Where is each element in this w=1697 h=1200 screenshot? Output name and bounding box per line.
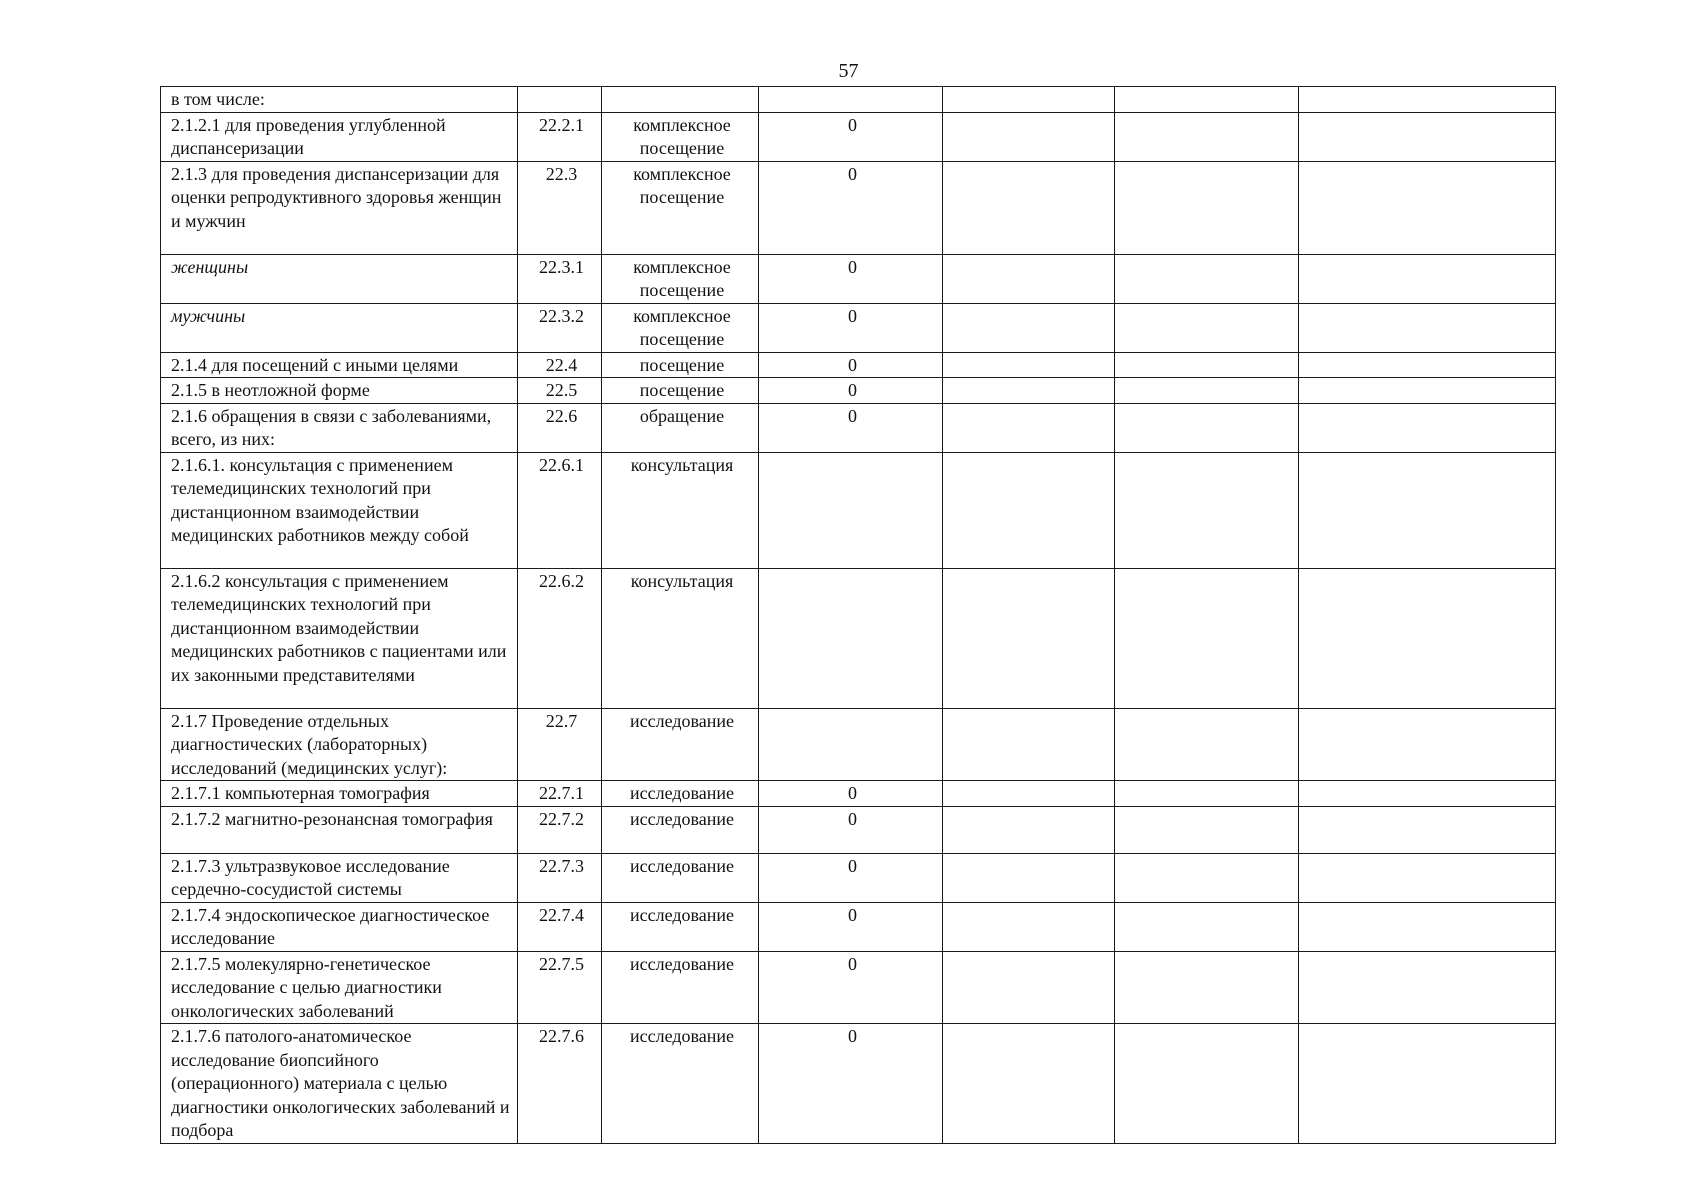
row-code-cell: 22.3.1 xyxy=(518,254,602,303)
row-name-cell: 2.1.3 для проведения диспансеризации для оценки репродуктивного здоровья женщин и мужчин xyxy=(161,161,518,254)
row-value-cell: 0 xyxy=(759,853,943,902)
empty-cell xyxy=(943,853,1115,902)
table-row xyxy=(161,568,1556,708)
empty-cell xyxy=(1299,161,1556,254)
empty-cell xyxy=(943,303,1115,352)
row-unit-cell: исследование xyxy=(602,781,759,807)
row-unit-cell: исследование xyxy=(602,951,759,1024)
row-code-cell: 22.7.4 xyxy=(518,902,602,951)
row-name-cell: 2.1.7.6 патолого-анатомическое исследование биопсийного (операционного) материала с целью диагностики онкологических заболеваний и подбора xyxy=(161,1024,518,1144)
empty-cell xyxy=(1115,303,1299,352)
row-unit-cell: консультация xyxy=(602,452,759,568)
row-unit-cell: исследование xyxy=(602,902,759,951)
row-value-cell: 0 xyxy=(759,403,943,452)
table-row xyxy=(161,452,1556,568)
empty-cell xyxy=(943,902,1115,951)
row-name-cell: женщины xyxy=(161,254,518,303)
row-unit-cell: посещение xyxy=(602,352,759,378)
empty-cell xyxy=(1115,708,1299,781)
row-code-cell: 22.7.1 xyxy=(518,781,602,807)
table-body xyxy=(161,87,1556,1144)
empty-cell xyxy=(943,806,1115,853)
row-value-cell: 0 xyxy=(759,161,943,254)
table-row xyxy=(161,708,1556,781)
row-name-cell: 2.1.4 для посещений с иными целями xyxy=(161,352,518,378)
empty-cell xyxy=(1115,87,1299,113)
row-code-cell: 22.4 xyxy=(518,352,602,378)
row-unit-cell: исследование xyxy=(602,1024,759,1144)
row-code-cell: 22.6.1 xyxy=(518,452,602,568)
empty-cell xyxy=(1299,303,1556,352)
empty-cell xyxy=(943,87,1115,113)
table-row xyxy=(161,254,1556,303)
row-value-cell: 0 xyxy=(759,781,943,807)
empty-cell xyxy=(1299,452,1556,568)
table-row xyxy=(161,303,1556,352)
empty-cell xyxy=(1299,254,1556,303)
row-value-cell: 0 xyxy=(759,902,943,951)
row-name-cell: 2.1.7.3 ультразвуковое исследование сердечно-сосудистой системы xyxy=(161,853,518,902)
empty-cell xyxy=(1299,853,1556,902)
table-row xyxy=(161,853,1556,902)
empty-cell xyxy=(1115,352,1299,378)
data-table xyxy=(160,86,1556,1144)
empty-cell xyxy=(943,1024,1115,1144)
empty-cell xyxy=(1115,378,1299,404)
row-value-cell xyxy=(759,452,943,568)
row-value-cell: 0 xyxy=(759,806,943,853)
empty-cell xyxy=(1115,853,1299,902)
empty-cell xyxy=(943,161,1115,254)
empty-cell xyxy=(1299,806,1556,853)
empty-cell xyxy=(943,951,1115,1024)
row-value-cell: 0 xyxy=(759,378,943,404)
empty-cell xyxy=(1299,568,1556,708)
row-code-cell: 22.2.1 xyxy=(518,112,602,161)
table-row xyxy=(161,112,1556,161)
empty-cell xyxy=(1299,87,1556,113)
empty-cell xyxy=(943,403,1115,452)
empty-cell xyxy=(1115,403,1299,452)
empty-cell xyxy=(943,708,1115,781)
table-row xyxy=(161,806,1556,853)
table-row xyxy=(161,902,1556,951)
empty-cell xyxy=(1115,902,1299,951)
row-name-cell: в том числе: xyxy=(161,87,518,113)
empty-cell xyxy=(943,254,1115,303)
row-unit-cell: комплексное посещение xyxy=(602,161,759,254)
row-name-cell: мужчины xyxy=(161,303,518,352)
row-unit-cell: исследование xyxy=(602,806,759,853)
row-code-cell: 22.3 xyxy=(518,161,602,254)
row-name-cell: 2.1.6 обращения в связи с заболеваниями, всего, из них: xyxy=(161,403,518,452)
empty-cell xyxy=(1115,806,1299,853)
empty-cell xyxy=(943,112,1115,161)
row-name-cell: 2.1.7.2 магнитно-резонансная томография xyxy=(161,806,518,853)
row-code-cell: 22.6 xyxy=(518,403,602,452)
table-row xyxy=(161,781,1556,807)
row-code-cell xyxy=(518,87,602,113)
row-unit-cell xyxy=(602,87,759,113)
row-name-cell: 2.1.6.1. консультация с применением телемедицинских технологий при дистанционном взаимодействии медицинских работников между собой xyxy=(161,452,518,568)
empty-cell xyxy=(1115,452,1299,568)
empty-cell xyxy=(1115,568,1299,708)
table-row xyxy=(161,403,1556,452)
table-row xyxy=(161,1024,1556,1144)
row-value-cell: 0 xyxy=(759,112,943,161)
row-name-cell: 2.1.7.1 компьютерная томография xyxy=(161,781,518,807)
table-row xyxy=(161,161,1556,254)
table-row xyxy=(161,87,1556,113)
row-value-cell xyxy=(759,87,943,113)
empty-cell xyxy=(1299,1024,1556,1144)
empty-cell xyxy=(1299,951,1556,1024)
row-code-cell: 22.7.5 xyxy=(518,951,602,1024)
empty-cell xyxy=(1115,1024,1299,1144)
table-row xyxy=(161,352,1556,378)
row-name-cell: 2.1.5 в неотложной форме xyxy=(161,378,518,404)
empty-cell xyxy=(1299,902,1556,951)
empty-cell xyxy=(1299,112,1556,161)
row-code-cell: 22.3.2 xyxy=(518,303,602,352)
row-code-cell: 22.7.6 xyxy=(518,1024,602,1144)
row-name-cell: 2.1.7.4 эндоскопическое диагностическое исследование xyxy=(161,902,518,951)
row-unit-cell: посещение xyxy=(602,378,759,404)
empty-cell xyxy=(1299,781,1556,807)
row-value-cell xyxy=(759,708,943,781)
row-name-cell: 2.1.7.5 молекулярно-генетическое исследование с целью диагностики онкологических заболеваний xyxy=(161,951,518,1024)
empty-cell xyxy=(1299,403,1556,452)
empty-cell xyxy=(943,568,1115,708)
empty-cell xyxy=(943,781,1115,807)
row-unit-cell: исследование xyxy=(602,853,759,902)
row-unit-cell: исследование xyxy=(602,708,759,781)
row-value-cell: 0 xyxy=(759,1024,943,1144)
row-code-cell: 22.7.2 xyxy=(518,806,602,853)
empty-cell xyxy=(1115,254,1299,303)
empty-cell xyxy=(1115,781,1299,807)
page-number: 57 xyxy=(838,60,859,82)
row-unit-cell: консультация xyxy=(602,568,759,708)
row-value-cell: 0 xyxy=(759,352,943,378)
empty-cell xyxy=(943,452,1115,568)
row-name-cell: 2.1.6.2 консультация с применением телемедицинских технологий при дистанционном взаимодействии медицинских работников с пациентами или их законными представителями xyxy=(161,568,518,708)
row-unit-cell: комплексное посещение xyxy=(602,112,759,161)
row-code-cell: 22.7 xyxy=(518,708,602,781)
table-row xyxy=(161,951,1556,1024)
empty-cell xyxy=(1299,352,1556,378)
row-unit-cell: обращение xyxy=(602,403,759,452)
row-value-cell: 0 xyxy=(759,303,943,352)
empty-cell xyxy=(1115,951,1299,1024)
row-name-cell: 2.1.7 Проведение отдельных диагностических (лабораторных) исследований (медицинских услуг): xyxy=(161,708,518,781)
row-unit-cell: комплексное посещение xyxy=(602,254,759,303)
row-value-cell xyxy=(759,568,943,708)
row-value-cell: 0 xyxy=(759,951,943,1024)
empty-cell xyxy=(1115,161,1299,254)
row-code-cell: 22.6.2 xyxy=(518,568,602,708)
empty-cell xyxy=(1299,708,1556,781)
empty-cell xyxy=(943,378,1115,404)
row-code-cell: 22.5 xyxy=(518,378,602,404)
table-row xyxy=(161,378,1556,404)
empty-cell xyxy=(1115,112,1299,161)
empty-cell xyxy=(1299,378,1556,404)
row-unit-cell: комплексное посещение xyxy=(602,303,759,352)
row-value-cell: 0 xyxy=(759,254,943,303)
row-code-cell: 22.7.3 xyxy=(518,853,602,902)
empty-cell xyxy=(943,352,1115,378)
row-name-cell: 2.1.2.1 для проведения углубленной диспансеризации xyxy=(161,112,518,161)
